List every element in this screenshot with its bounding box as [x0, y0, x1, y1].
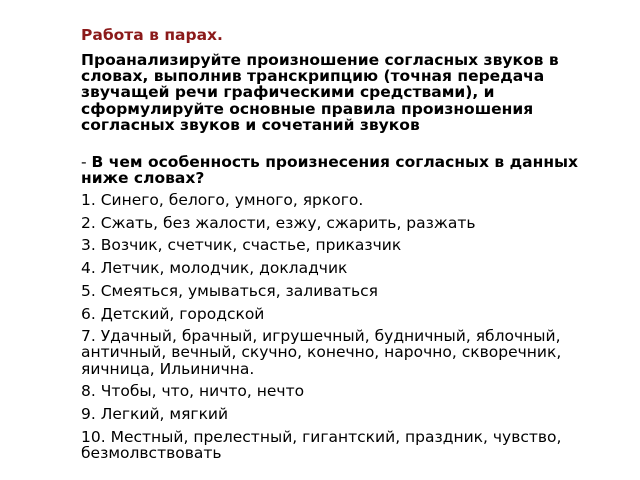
list-item: 4. Летчик, молодчик, докладчик: [81, 259, 348, 278]
question-dash: -: [81, 153, 92, 171]
list-item: 8. Чтобы, что, ничто, нечто: [81, 382, 305, 401]
list-item: 9. Легкий, мягкий: [81, 405, 229, 424]
word-list: [81, 192, 626, 468]
task-description: Проанализируйте произношение согласных звуков в словах, выполнив транскрипцию (точная передача звучащей речи графическими средствами), и сформулируйте основные правила произношения согласных звуков и сочетаний звуков: [81, 51, 559, 134]
question: [81, 154, 621, 186]
list-item: 2. Сжать, без жалости, езжу, сжарить, разжать: [81, 213, 476, 232]
list-item: 5. Смеяться, умываться, заливаться: [81, 281, 378, 300]
list-item: 7. Удачный, брачный, игрушечный, будничный, яблочный, античный, вечный, скучно, конечно, нарочно, скворечник, яичница, Ильинична.: [81, 327, 562, 378]
list-item: 1. Синего, белого, умного, яркого.: [81, 191, 364, 209]
list-item: 6. Детский, городской: [81, 304, 265, 323]
question-text: В чем особенность произнесения согласных в данных ниже словах?: [81, 153, 579, 188]
list-item: 3. Возчик, счетчик, счастье, приказчик: [81, 236, 402, 255]
list-item: 10. Местный, прелестный, гигантский, праздник, чувство, безмолвствовать: [81, 427, 562, 462]
slide-heading: Работа в парах.: [81, 26, 223, 44]
